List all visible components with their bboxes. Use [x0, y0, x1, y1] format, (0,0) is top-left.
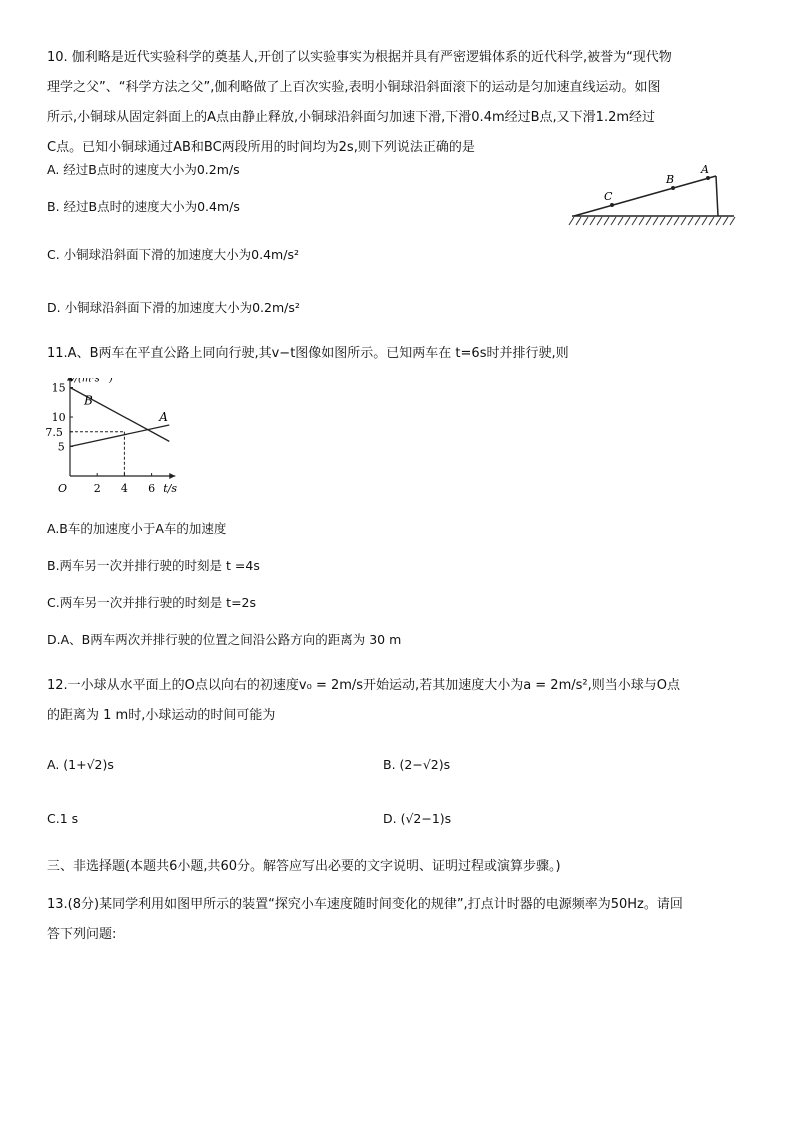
y-tick-label: 10 [51, 411, 66, 424]
q10-option-a: A. 经过B点时的速度大小为0.2m/s [47, 162, 240, 177]
q12-line: 的距离为 1 m时,小球运动的时间可能为 [47, 708, 276, 723]
incline-surface [574, 176, 716, 216]
incline-side [716, 176, 718, 216]
point-c-label: C [604, 190, 613, 203]
point-c-dot [610, 203, 614, 207]
y-tick-label: 7.5 [45, 425, 63, 439]
y-axis-label: v/(m·s⁻¹) [69, 378, 113, 385]
q13-line: 答下列问题: [47, 927, 117, 942]
series-line-a [70, 425, 169, 447]
origin-label: O [58, 482, 68, 495]
q11-option-a: A.B车的加速度小于A车的加速度 [47, 521, 227, 536]
q11-stem: 11.A、B两车在平直公路上同向行驶,其v−t图像如图所示。已知两车在 t=6s时并排行驶,则 [47, 346, 569, 361]
q12-option-c: C.1 s [47, 811, 79, 826]
q10-option-d: D. 小铜球沿斜面下滑的加速度大小为0.2m/s² [47, 300, 300, 315]
q10-line: 理学之父”、“科学方法之父”,伽利略做了上百次实验,表明小铜球沿斜面滚下的运动是匀加速直线运动。如图 [47, 80, 661, 95]
incline-figure [560, 160, 738, 230]
ground-hatching [569, 217, 735, 225]
x-tick-label: 4 [120, 482, 128, 495]
y-tick-label: 5 [57, 440, 65, 454]
q10-option-c: C. 小铜球沿斜面下滑的加速度大小为0.4m/s² [47, 247, 299, 262]
x-axis-arrow [169, 473, 175, 479]
x-tick-label: 2 [93, 482, 101, 495]
q10-line: 10. 伽利略是近代实验科学的奠基人,开创了以实验事实为根据并具有严密逻辑体系的近代科学,被誉为“现代物 [47, 50, 672, 65]
x-axis-label: t/s [163, 482, 178, 495]
q11-option-b: B.两车另一次并排行驶的时刻是 t =4s [47, 558, 260, 573]
x-tick-label: 6 [148, 482, 156, 495]
series-label-b: B [84, 393, 93, 408]
q10-line: C点。已知小铜球通过AB和BC两段所用的时间均为2s,则下列说法正确的是 [47, 140, 475, 155]
section3-heading: 三、非选择题(本题共6小题,共60分。解答应写出必要的文字说明、证明过程或演算步骤。) [47, 859, 561, 874]
series-label-a: A [159, 409, 168, 424]
q13-stem [47, 890, 683, 950]
vt-graph [42, 378, 212, 500]
point-a-label: A [701, 163, 709, 176]
q11-option-c: C.两车另一次并排行驶的时刻是 t=2s [47, 595, 257, 610]
q12-option-a: A. (1+√2)s [47, 757, 114, 772]
point-b-label: B [666, 173, 675, 186]
q11-option-d: D.A、B两车两次并排行驶的位置之间沿公路方向的距离为 30 m [47, 632, 402, 647]
q10-line: 所示,小铜球从固定斜面上的A点由静止释放,小铜球沿斜面匀加速下滑,下滑0.4m经过B点,又下滑1.2m经过 [47, 110, 656, 125]
point-a-dot [706, 176, 710, 180]
q13-line: 13.(8分)某同学利用如图甲所示的装置“探究小车速度随时间变化的规律”,打点计时器的电源频率为50Hz。请回 [47, 897, 683, 912]
q12-option-b: B. (2−√2)s [383, 757, 451, 772]
q10-stem [47, 43, 672, 163]
q12-line: 12.一小球从水平面上的O点以向右的初速度v₀ = 2m/s开始运动,若其加速度大小为a = 2m/s²,则当小球与O点 [47, 678, 680, 693]
point-b-dot [671, 186, 675, 190]
q12-stem [47, 671, 680, 731]
q12-option-d: D. (√2−1)s [383, 811, 452, 826]
q10-option-b: B. 经过B点时的速度大小为0.4m/s [47, 199, 240, 214]
y-tick-label: 15 [51, 381, 66, 395]
